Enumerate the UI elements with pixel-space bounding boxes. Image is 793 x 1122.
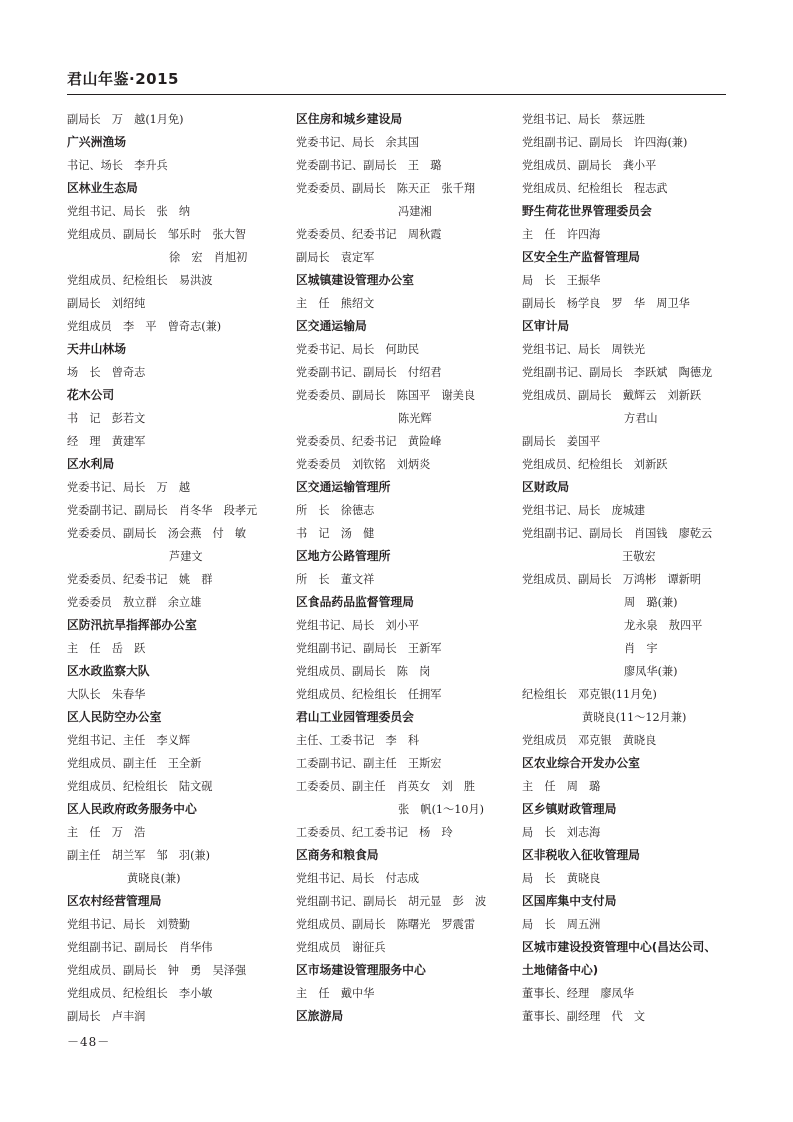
- entry-line: 党组书记、局长 刘小平: [296, 619, 420, 632]
- header-rule: [67, 94, 726, 95]
- entry-line: 党组成员、副局长 邹乐时 张大智: [67, 228, 247, 241]
- department-heading: 区国库集中支付局: [522, 894, 617, 908]
- department-heading: 区非税收入征收管理局: [522, 848, 640, 862]
- entry-continuation: 黄晓良(11～12月兼): [582, 711, 687, 724]
- entry-line: 党组成员、副局长 龚小平: [522, 159, 657, 172]
- entry-line: 党组成员 李 平 曾奇志(兼): [67, 320, 222, 333]
- entry-continuation: 黄晓良(兼): [127, 872, 181, 885]
- column-3: [522, 108, 742, 1028]
- entry-line: 党组成员、纪检组长 刘新跃: [522, 458, 668, 471]
- entry-line: 党委书记、局长 余其国: [296, 136, 420, 149]
- department-heading: 区城镇建设管理办公室: [296, 273, 414, 287]
- entry-line: 党委委员、副局长 陈国平 谢美良: [296, 389, 476, 402]
- entry-line: 党委副书记、副局长 王 璐: [296, 159, 442, 172]
- department-heading: 君山工业园管理委员会: [296, 710, 414, 724]
- entry-line: 工委副书记、副主任 王斯宏: [296, 757, 442, 770]
- entry-line: 党组书记、局长 蔡远胜: [522, 113, 646, 126]
- column-2: [296, 108, 518, 1028]
- department-heading: 区乡镇财政管理局: [522, 802, 617, 816]
- entry-continuation: 龙永泉 敖四平: [624, 619, 703, 632]
- department-heading: 区旅游局: [296, 1009, 344, 1023]
- entry-line: 党组成员 谢征兵: [296, 941, 386, 954]
- entry-line: 党组书记、主任 李义辉: [67, 734, 191, 747]
- entry-line: 党组成员、副局长 万鸿彬 谭新明: [522, 573, 702, 586]
- department-heading: 野生荷花世界管理委员会: [522, 204, 652, 218]
- entry-line: 党委委员 刘钦铭 刘炳炎: [296, 458, 431, 471]
- entry-continuation: 陈光辉: [398, 412, 432, 425]
- entry-line: 党组副书记、副局长 肖华伟: [67, 941, 213, 954]
- entry-line: 副局长 卢丰润: [67, 1010, 146, 1023]
- entry-line: 党委委员 敖立群 余立雄: [67, 596, 202, 609]
- department-heading: 区交通运输局: [296, 319, 367, 333]
- entry-line: 主 任 岳 跃: [67, 642, 146, 655]
- entry-line: 主 任 许四海: [522, 228, 601, 241]
- entry-line: 主 任 戴中华: [296, 987, 375, 1000]
- entry-continuation: 方君山: [624, 412, 658, 425]
- entry-line: 党组成员、副局长 钟 勇 吴泽强: [67, 964, 247, 977]
- entry-line: 党组成员、副局长 陈曙光 罗震雷: [296, 918, 476, 931]
- entry-line: 党委副书记、副局长 肖冬华 段孝元: [67, 504, 258, 517]
- entry-line: 党组副书记、副局长 胡元显 彭 波: [296, 895, 487, 908]
- entry-line: 主任、工委书记 李 科: [296, 734, 420, 747]
- entry-line: 副局长 万 越(1月免): [67, 113, 184, 126]
- entry-line: 副局长 姜国平: [522, 435, 601, 448]
- department-heading: 区安全生产监督管理局: [522, 250, 640, 264]
- entry-line: 党委委员、副局长 陈天正 张千翔: [296, 182, 476, 195]
- department-heading: 广兴洲渔场: [67, 135, 126, 149]
- department-heading: 区农业综合开发办公室: [522, 756, 640, 770]
- department-heading: 区地方公路管理所: [296, 549, 391, 563]
- department-heading: 区防汛抗旱指挥部办公室: [67, 618, 197, 632]
- entry-line: 党组书记、局长 周铁光: [522, 343, 646, 356]
- entry-line: 大队长 朱春华: [67, 688, 146, 701]
- entry-line: 经 理 黄建军: [67, 435, 146, 448]
- entry-line: 党组副书记、副局长 许四海(兼): [522, 136, 688, 149]
- entry-line: 党组成员 邓克银 黄晓良: [522, 734, 657, 747]
- entry-line: 党组成员、纪检组长 李小敏: [67, 987, 213, 1000]
- entry-line: 党组成员、副主任 王全新: [67, 757, 202, 770]
- entry-line: 局 长 王振华: [522, 274, 601, 287]
- entry-continuation: 芦建文: [169, 550, 203, 563]
- entry-continuation: 张 帆(1～10月): [398, 803, 485, 816]
- entry-line: 党组书记、局长 庞城建: [522, 504, 646, 517]
- entry-line: 副局长 杨学良 罗 华 周卫华: [522, 297, 690, 310]
- entry-line: 局 长 黄晓良: [522, 872, 601, 885]
- entry-line: 主 任 熊绍文: [296, 297, 375, 310]
- entry-line: 党组副书记、副局长 李跃斌 陶德龙: [522, 366, 713, 379]
- department-heading: 区农村经营管理局: [67, 894, 162, 908]
- entry-line: 党委书记、局长 何助民: [296, 343, 420, 356]
- entry-line: 党委副书记、副局长 付绍君: [296, 366, 442, 379]
- department-heading: 区林业生态局: [67, 181, 138, 195]
- entry-line: 党组成员、纪检组长 任拥军: [296, 688, 442, 701]
- entry-line: 工委委员、副主任 肖英女 刘 胜: [296, 780, 476, 793]
- entry-line: 党委委员、纪委书记 周秋霞: [296, 228, 442, 241]
- department-heading: 花木公司: [67, 388, 115, 402]
- entry-line: 主 任 万 浩: [67, 826, 146, 839]
- entry-line: 党组书记、局长 刘赞勤: [67, 918, 191, 931]
- entry-continuation: 周 璐(兼): [624, 596, 678, 609]
- department-heading: 区交通运输管理所: [296, 480, 391, 494]
- department-heading: 区市场建设管理服务中心: [296, 963, 426, 977]
- entry-continuation: 肖 宇: [624, 642, 658, 655]
- entry-continuation: 徐 宏 肖旭初: [169, 251, 248, 264]
- entry-line: 党组成员、纪检组长 陆文砚: [67, 780, 213, 793]
- entry-continuation: 廖凤华(兼): [624, 665, 678, 678]
- entry-line: 党委委员、纪委书记 黄险峰: [296, 435, 442, 448]
- entry-line: 局 长 刘志海: [522, 826, 601, 839]
- entry-line: 所 长 董文祥: [296, 573, 375, 586]
- department-heading: 区水利局: [67, 457, 115, 471]
- entry-line: 场 长 曾奇志: [67, 366, 146, 379]
- entry-line: 书记、场长 李升兵: [67, 159, 168, 172]
- department-heading: 天井山林场: [67, 342, 126, 356]
- entry-line: 工委委员、纪工委书记 杨 玲: [296, 826, 453, 839]
- entry-line: 副局长 袁定军: [296, 251, 375, 264]
- entry-line: 党委委员、纪委书记 姚 群: [67, 573, 213, 586]
- entry-continuation: 冯建湘: [398, 205, 432, 218]
- entry-line: 党组成员、副局长 陈 岗: [296, 665, 431, 678]
- entry-line: 董事长、经理 廖凤华: [522, 987, 634, 1000]
- entry-line: 董事长、副经理 代 文: [522, 1010, 646, 1023]
- department-heading: 区城市建设投资管理中心(昌达公司、: [522, 940, 717, 954]
- department-heading: 土地储备中心): [522, 963, 599, 977]
- entry-line: 党委书记、局长 万 越: [67, 481, 191, 494]
- department-heading: 区财政局: [522, 480, 570, 494]
- entry-continuation: 王敬宏: [622, 550, 656, 563]
- entry-line: 副局长 刘绍纯: [67, 297, 146, 310]
- entry-line: 党组副书记、副局长 王新军: [296, 642, 442, 655]
- department-heading: 区商务和粮食局: [296, 848, 379, 862]
- department-heading: 区审计局: [522, 319, 570, 333]
- entry-line: 所 长 徐德志: [296, 504, 375, 517]
- department-heading: 区水政监察大队: [67, 664, 150, 678]
- entry-line: 党组成员、副局长 戴辉云 刘新跃: [522, 389, 702, 402]
- department-heading: 区食品药品监督管理局: [296, 595, 414, 609]
- entry-line: 党委委员、副局长 汤会燕 付 敏: [67, 527, 247, 540]
- department-heading: 区住房和城乡建设局: [296, 112, 403, 126]
- page-number: －48－: [67, 1035, 111, 1049]
- entry-line: 主 任 周 璐: [522, 780, 601, 793]
- entry-line: 纪检组长 邓克银(11月免): [522, 688, 657, 701]
- column-1: [67, 108, 287, 1028]
- entry-line: 书 记 彭若文: [67, 412, 146, 425]
- entry-line: 局 长 周五洲: [522, 918, 601, 931]
- entry-line: 党组成员、纪检组长 易洪波: [67, 274, 213, 287]
- entry-line: 党组副书记、副局长 肖国钱 廖乾云: [522, 527, 713, 540]
- entry-line: 书 记 汤 健: [296, 527, 375, 540]
- running-header: 君山年鉴·2015: [67, 70, 179, 88]
- entry-line: 党组书记、局长 张 纳: [67, 205, 191, 218]
- department-heading: 区人民防空办公室: [67, 710, 162, 724]
- entry-line: 党组成员、纪检组长 程志武: [522, 182, 668, 195]
- department-heading: 区人民政府政务服务中心: [67, 802, 197, 816]
- entry-line: 党组书记、局长 付志成: [296, 872, 420, 885]
- entry-line: 副主任 胡兰军 邹 羽(兼): [67, 849, 210, 862]
